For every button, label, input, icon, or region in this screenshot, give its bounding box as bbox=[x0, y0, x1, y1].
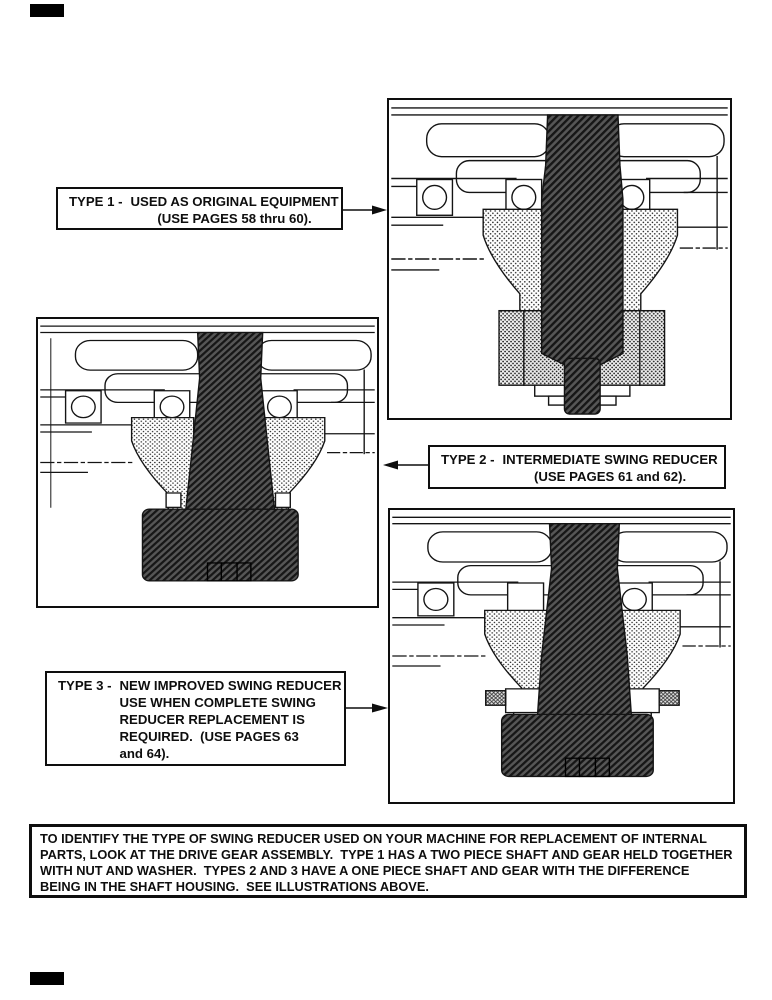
type3-line: and 64). bbox=[119, 746, 170, 761]
type3-figure-frame bbox=[388, 508, 735, 804]
type3-text bbox=[120, 677, 342, 760]
type3-line: USE WHEN COMPLETE SWING bbox=[119, 695, 316, 710]
type3-line: REQUIRED. (USE PAGES 63 bbox=[119, 729, 299, 744]
type2-line: INTERMEDIATE SWING REDUCER bbox=[502, 452, 718, 467]
scan-mark-icon bbox=[30, 972, 64, 985]
type1-label: TYPE 1 - bbox=[69, 194, 123, 209]
type2-cross-section-drawing bbox=[38, 319, 377, 606]
arrow-right-icon bbox=[346, 699, 388, 717]
note-line: PARTS, LOOK AT THE DRIVE GEAR ASSEMBLY. TYPE 1 HAS A TWO PIECE SHAFT AND GEAR HELD TOGETHER bbox=[40, 847, 733, 862]
type3-cross-section-drawing bbox=[390, 510, 733, 802]
type1-line: (USE PAGES 58 thru 60). bbox=[157, 211, 312, 226]
identification-note-box bbox=[29, 824, 747, 898]
type1-line: USED AS ORIGINAL EQUIPMENT bbox=[130, 194, 339, 209]
type2-label: TYPE 2 - bbox=[441, 452, 495, 467]
note-line: TO IDENTIFY THE TYPE OF SWING REDUCER USED ON YOUR MACHINE FOR REPLACEMENT OF INTERNAL bbox=[40, 831, 707, 846]
type1-text bbox=[131, 193, 339, 224]
type1-figure-frame bbox=[387, 98, 732, 420]
note-line: WITH NUT AND WASHER. TYPES 2 AND 3 HAVE A ONE PIECE SHAFT AND GEAR WITH THE DIFFERENCE bbox=[40, 863, 690, 878]
type2-callout-box bbox=[428, 445, 726, 489]
type2-line: (USE PAGES 61 and 62). bbox=[533, 469, 687, 484]
note-line: BEING IN THE SHAFT HOUSING. SEE ILLUSTRATIONS ABOVE. bbox=[40, 879, 429, 894]
type2-figure-frame bbox=[36, 317, 379, 608]
arrow-left-icon bbox=[381, 456, 428, 474]
type3-callout-box bbox=[45, 671, 346, 766]
scan-mark-icon bbox=[30, 4, 64, 17]
type3-line: NEW IMPROVED SWING REDUCER bbox=[119, 678, 342, 693]
type2-text bbox=[503, 451, 718, 483]
type1-callout-box bbox=[56, 187, 343, 230]
type3-line: REDUCER REPLACEMENT IS bbox=[119, 712, 305, 727]
type3-label: TYPE 3 - bbox=[58, 678, 112, 693]
arrow-right-icon bbox=[343, 201, 387, 219]
type1-cross-section-drawing bbox=[389, 100, 730, 418]
